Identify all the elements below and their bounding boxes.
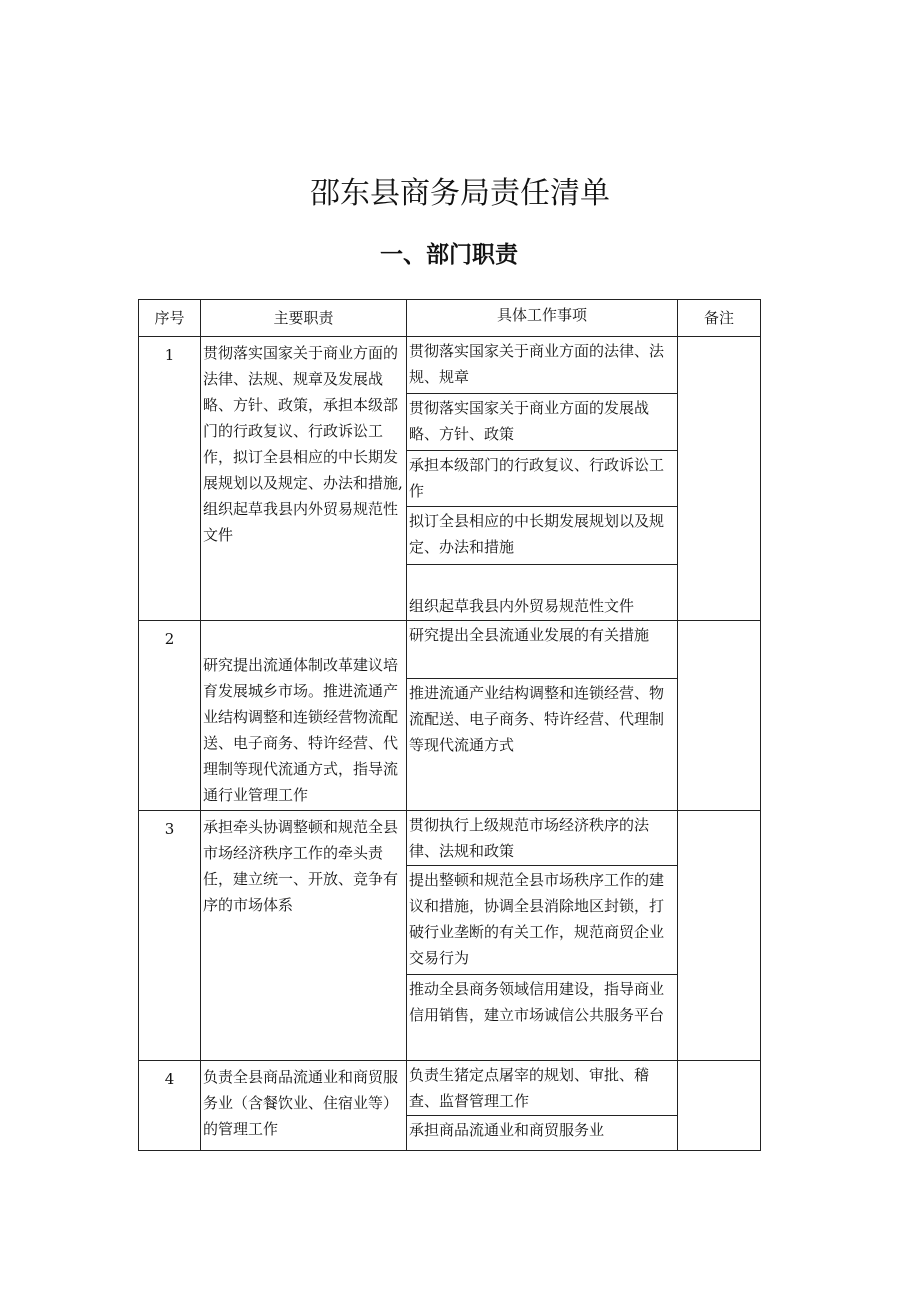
work-item: 承担商品流通业和商贸服务业 [409, 1121, 605, 1139]
table-header-row [139, 300, 761, 337]
row-note [678, 337, 761, 621]
row-main-duty: 负责全县商品流通业和商贸服务业（含餐饮业、住宿业等）的管理工作 [201, 1061, 407, 1151]
work-item: 推进流通产业结构调整和连锁经营、物流配送、电子商务、特许经营、代理制等现代流通方式 [409, 684, 665, 754]
table-row [139, 337, 761, 621]
table-row [139, 1061, 761, 1151]
row-index: 1 [139, 337, 201, 621]
work-item: 负责生猪定点屠宰的规划、审批、稽查、监督管理工作 [407, 1061, 677, 1116]
header-note: 备注 [678, 300, 761, 337]
work-item: 贯彻落实国家关于商业方面的发展战略、方针、政策 [407, 394, 677, 451]
row-index: 4 [139, 1061, 201, 1151]
row-work-items [407, 337, 678, 621]
document-title: 邵东县商务局责任清单 [310, 176, 610, 211]
work-item: 推动全县商务领域信用建设，指导商业信用销售，建立市场诚信公共服务平台 [409, 980, 665, 1024]
row-work-items [407, 621, 678, 811]
header-main-duty: 主要职责 [201, 300, 407, 337]
row-main-duty: 研究提出流通体制改革建议培育发展城乡市场。推进流通产业结构调整和连锁经营物流配送、电子商务、特许经营、代理制等现代流通方式，指导流通行业管理工作 [201, 621, 407, 811]
responsibility-table [138, 299, 761, 1151]
table-row [139, 621, 761, 811]
row-main-duty: 承担牵头协调整顿和规范全县市场经济秩序工作的牵头责任，建立统一、开放、竞争有序的市场体系 [201, 811, 407, 1061]
header-index: 序号 [139, 300, 201, 337]
row-work-items [407, 811, 678, 1061]
work-item: 贯彻落实国家关于商业方面的法律、法规、规章 [407, 337, 677, 394]
work-item: 拟订全县相应的中长期发展规划以及规定、办法和措施 [407, 507, 677, 565]
work-item-list [407, 1061, 677, 1145]
work-item: 提出整顿和规范全县市场秩序工作的建议和措施，协调全县消除地区封锁，打破行业垄断的有关工作，规范商贸企业交易行为 [407, 866, 677, 975]
work-item: 承担本级部门的行政复议、行政诉讼工作 [407, 451, 677, 507]
work-item: 贯彻执行上级规范市场经济秩序的法律、法规和政策 [407, 811, 677, 866]
row-note [678, 621, 761, 811]
section-heading: 一、部门职责 [380, 242, 518, 268]
work-item: 研究提出全县流通业发展的有关措施 [407, 621, 677, 679]
table-row [139, 811, 761, 1061]
work-item-list [407, 337, 677, 620]
row-index: 3 [139, 811, 201, 1061]
row-note [678, 811, 761, 1061]
row-note [678, 1061, 761, 1151]
header-work-items: 具体工作事项 [407, 300, 678, 337]
row-index: 2 [139, 621, 201, 811]
work-item-list [407, 621, 677, 805]
work-item: 组织起草我县内外贸易规范性文件 [409, 597, 635, 615]
row-main-duty: 贯彻落实国家关于商业方面的法律、法规、规章及发展战略、方针、政策，承担本级部门的行政复议、行政诉讼工作，拟订全县相应的中长期发展规划以及规定、办法和措施,组织起草我县内外贸易规范性文件 [201, 337, 407, 621]
work-item-list [407, 811, 677, 1057]
row-work-items [407, 1061, 678, 1151]
